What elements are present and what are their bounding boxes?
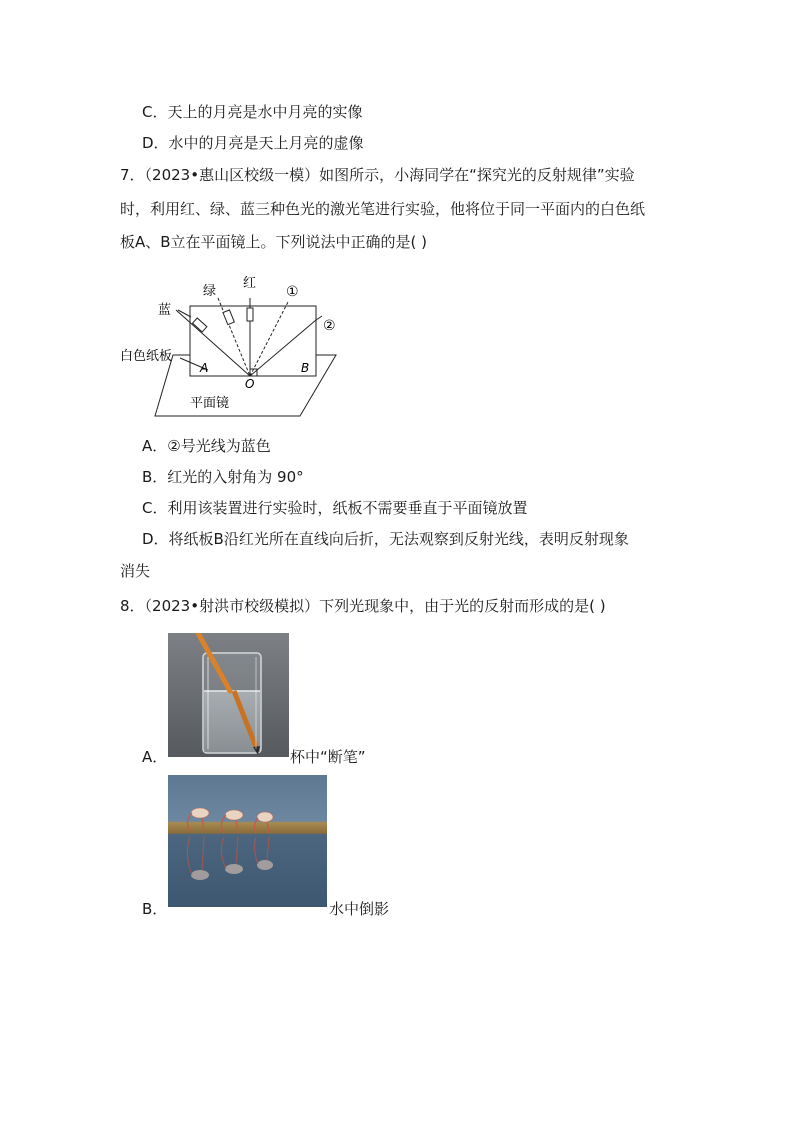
label-b: B	[301, 361, 310, 375]
label-o: O	[245, 377, 255, 391]
label-blue: 蓝	[158, 303, 172, 318]
label-white-board: 白色纸板	[120, 349, 173, 364]
q7-option-b: B．红光的入射角为 90°	[142, 468, 304, 486]
label-plane-mirror: 平面镜	[190, 396, 230, 411]
q7-stem-line2: 时，利用红、绿、蓝三种色光的激光笔进行实验，他将位于同一平面内的白色纸	[120, 200, 646, 218]
water-reflection-photo	[168, 775, 327, 907]
label-ray-1: ①	[286, 284, 299, 300]
q6-option-c: C．天上的月亮是水中月亮的实像	[142, 103, 363, 121]
red-laser-pen	[247, 308, 253, 321]
q7-option-c: C．利用该装置进行实验时，纸板不需要垂直于平面镜放置	[142, 499, 528, 517]
q8-stem: 8．（2023•射洪市校级模拟）下列光现象中，由于光的反射而形成的是( )	[120, 597, 606, 615]
q6-option-d: D．水中的月亮是天上月亮的虚像	[142, 134, 364, 152]
q7-option-d-line1: D．将纸板B沿红光所在直线向后折，无法观察到反射光线，表明反射现象	[142, 530, 629, 548]
q8-option-b-caption: 水中倒影	[329, 900, 390, 918]
ray-2-leader	[316, 316, 322, 320]
q7-stem-line1: 7．（2023•惠山区校级一模）如图所示，小海同学在“探究光的反射规律”实验	[120, 166, 635, 184]
label-a: A	[200, 361, 209, 375]
q8-option-a-letter: A．	[142, 748, 168, 766]
q8-option-a-caption: 杯中“断笔”	[290, 748, 366, 766]
q8-option-b-letter: B．	[142, 900, 168, 918]
broken-pencil-photo	[168, 633, 289, 757]
q7-option-a: A．②号光线为蓝色	[142, 437, 271, 455]
label-ray-2: ②	[323, 318, 336, 334]
q7-option-d-line2: 消失	[120, 562, 151, 580]
reflection-experiment-diagram	[118, 270, 348, 420]
label-red: 红	[243, 276, 257, 291]
label-green: 绿	[203, 284, 217, 299]
q7-stem-line3: 板A、B立在平面镜上。下列说法中正确的是( )	[120, 233, 428, 251]
